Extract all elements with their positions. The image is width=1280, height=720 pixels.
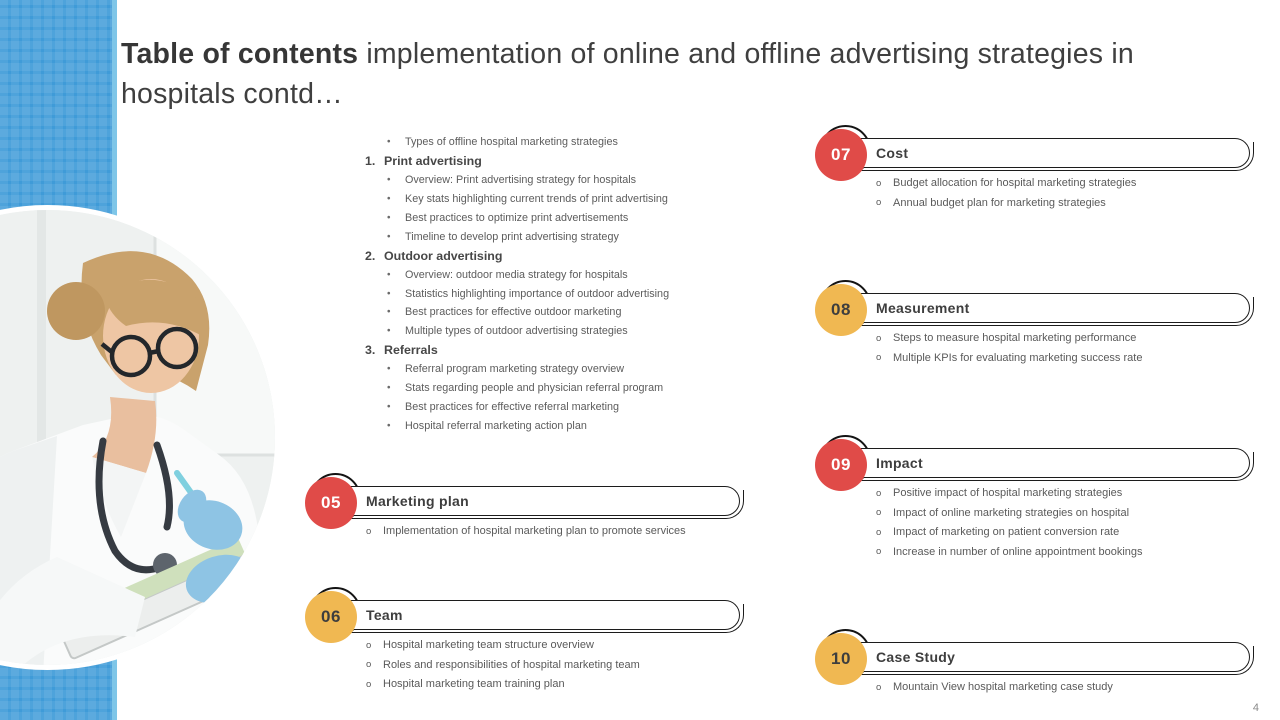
outline-heading-outdoor: 2. Outdoor advertising: [365, 248, 503, 263]
section-bullet: o Hospital marketing team training plan: [365, 676, 687, 692]
section-bullets: [875, 485, 1275, 560]
outline-bullet: • Best practices for effective referral marketing: [360, 397, 720, 416]
section-number-badge: 08: [815, 284, 867, 336]
section-bullet: o Roles and responsibilities of hospital marketing team: [365, 657, 687, 673]
section-pill: [841, 138, 1250, 168]
section-bullet: o Implementation of hospital marketing plan to promote services: [365, 523, 687, 539]
outline-bullet: • Overview: Print advertising strategy for hospitals: [360, 171, 720, 190]
section-bullet: o Budget allocation for hospital marketing strategies: [875, 175, 1275, 191]
section-bullets: [875, 175, 1275, 211]
section-number-badge: 06: [305, 591, 357, 643]
section-bullets: [875, 679, 1275, 695]
section-bullet: o Impact of marketing on patient conversion rate: [875, 524, 1275, 540]
section-pill: [841, 642, 1250, 672]
section-title: Impact: [876, 455, 923, 471]
outline-heading-referrals: 3. Referrals: [365, 343, 438, 358]
section-bullet: o Annual budget plan for marketing strategies: [875, 195, 1275, 211]
outline-bullet: • Key stats highlighting current trends of print advertising: [360, 190, 720, 209]
outline-bullet: • Referral program marketing strategy overview: [360, 360, 720, 379]
section-number-badge: 05: [305, 477, 357, 529]
section-title: Measurement: [876, 300, 970, 316]
outline-heading-print: 1. Print advertising: [365, 154, 482, 169]
outline-bullet: • Timeline to develop print advertising strategy: [360, 227, 720, 246]
outline-bullet: • Types of offline hospital marketing strategies: [360, 133, 720, 152]
section-bullet: o Multiple KPIs for evaluating marketing success rate: [875, 350, 1275, 366]
section-bullet: o Hospital marketing team structure overview: [365, 637, 687, 653]
section-bullet: o Positive impact of hospital marketing strategies: [875, 485, 1275, 501]
section-bullets: [365, 637, 687, 692]
doctor-illustration: [0, 205, 280, 670]
section-bullet: o Impact of online marketing strategies on hospital: [875, 505, 1275, 521]
section-bullet: o Steps to measure hospital marketing performance: [875, 330, 1275, 346]
section-number-badge: 10: [815, 633, 867, 685]
section-title: Case Study: [876, 649, 956, 665]
section-pill: [841, 448, 1250, 478]
section-number-badge: 09: [815, 439, 867, 491]
outline-bullet: • Best practices to optimize print advertisements: [360, 209, 720, 228]
section-title: Marketing plan: [366, 493, 469, 509]
section-number-badge: 07: [815, 129, 867, 181]
section-title: Team: [366, 607, 403, 623]
section-bullets: [875, 330, 1275, 366]
section-bullet: o Mountain View hospital marketing case study: [875, 679, 1275, 695]
outline-bullet: • Statistics highlighting importance of outdoor advertising: [360, 284, 720, 303]
doctor-photo: [0, 205, 280, 670]
outline-bullet: • Stats regarding people and physician referral program: [360, 379, 720, 398]
section-pill: [331, 600, 740, 630]
page-title-bold: Table of contents: [121, 38, 359, 70]
outline-bullet: • Overview: outdoor media strategy for hospitals: [360, 265, 720, 284]
section-bullets: [365, 523, 687, 539]
page-title: [121, 34, 1201, 114]
page-number: 4: [1252, 702, 1259, 714]
section-pill: [841, 293, 1250, 323]
page-title-rest: implementation of online and offline advertising strategies in hospitals contd…: [121, 38, 1134, 110]
outline-bullet: • Best practices for effective outdoor marketing: [360, 303, 720, 322]
section-pill: [331, 486, 740, 516]
section-title: Cost: [876, 145, 909, 161]
offline-strategies-outline: [360, 133, 720, 435]
section-bullet: o Increase in number of online appointment bookings: [875, 544, 1275, 560]
outline-bullet: • Multiple types of outdoor advertising strategies: [360, 322, 720, 341]
outline-bullet: • Hospital referral marketing action plan: [360, 416, 720, 435]
